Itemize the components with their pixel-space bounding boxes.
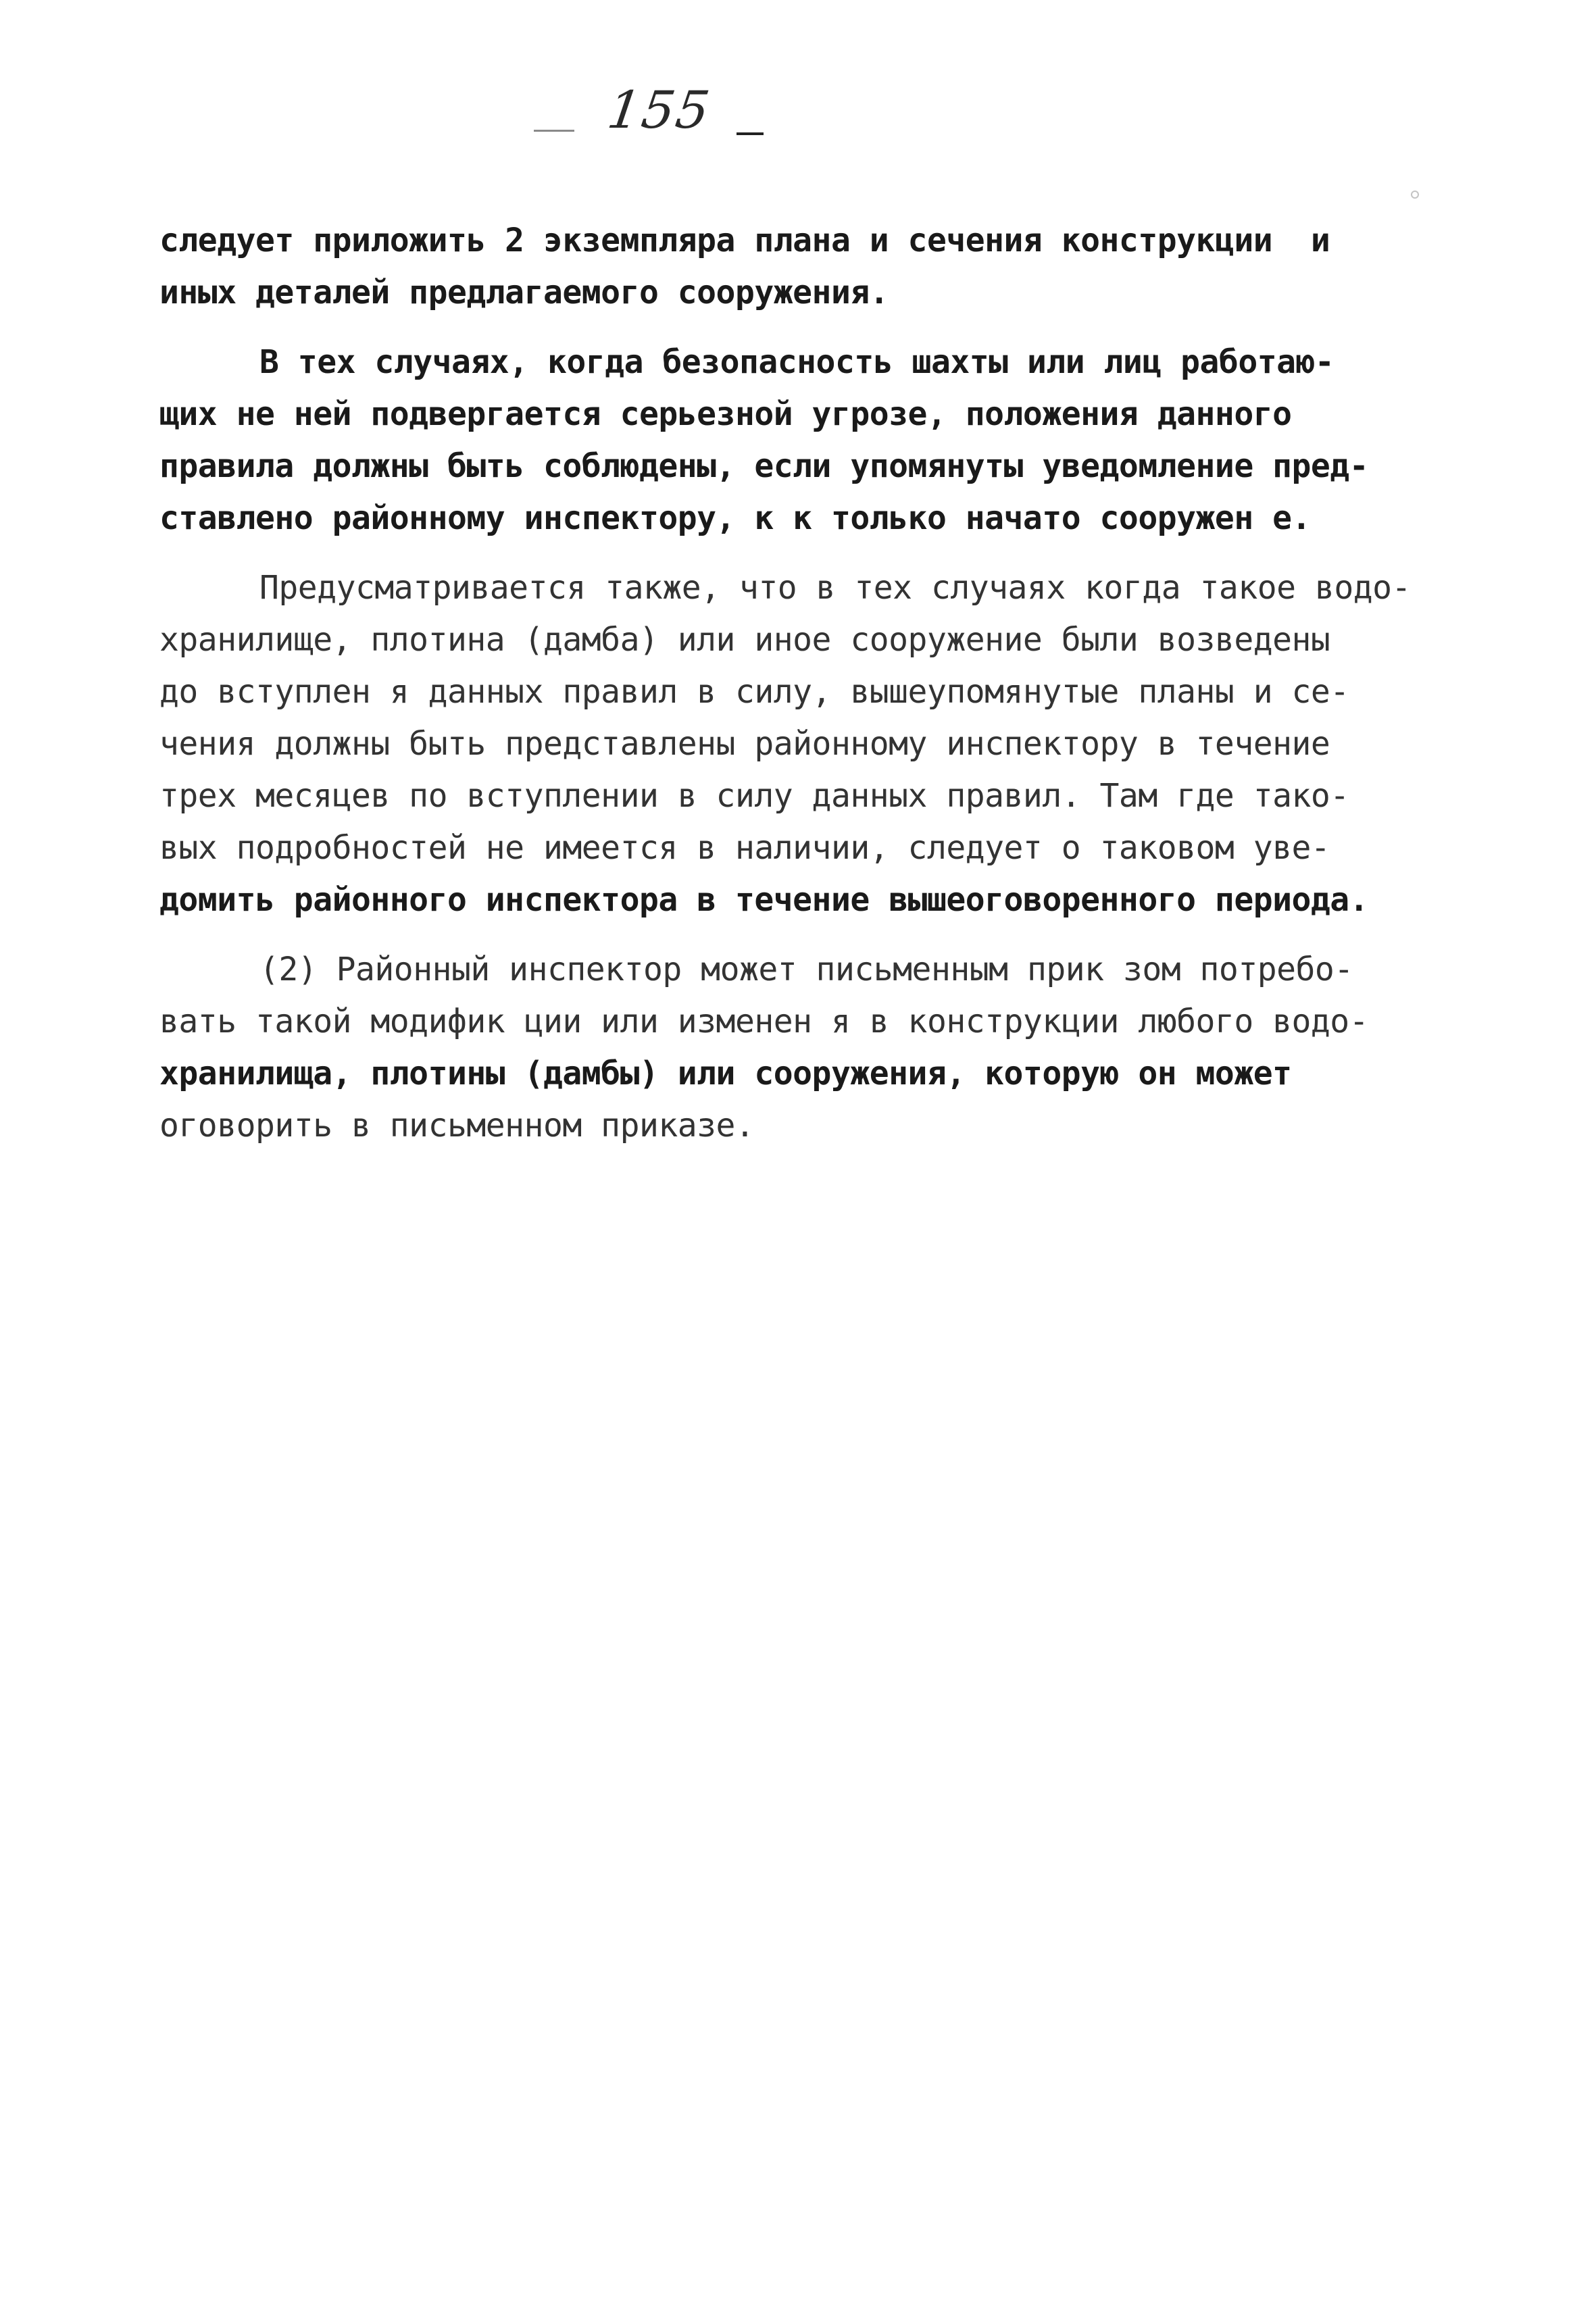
paragraph-line: ставлено районному инспектору, к к только начато сооружен е. <box>159 499 1311 537</box>
paragraph-line: хранилища, плотины (дамбы) или сооружения, которую он может <box>159 1055 1292 1092</box>
paragraph-line: иных деталей предлагаемого сооружения. <box>159 274 889 311</box>
page-number-right-dash <box>737 132 764 135</box>
paragraph-line: В тех случаях, когда безопасность шахты или лиц работаю- <box>259 343 1335 381</box>
page-number-left-dash <box>534 130 574 132</box>
paragraph-line: вых подробностей не имеется в наличии, следует о таковом уве- <box>159 829 1330 867</box>
paragraph-line: щих не ней подвергается серьезной угрозе, положения данного <box>159 395 1292 433</box>
paragraph-line: Предусматривается также, что в тех случаях когда такое водо- <box>259 569 1411 607</box>
paragraph-line: трех месяцев по вступлении в силу данных правил. Там где тако- <box>159 777 1349 815</box>
paragraph-line: до вступлен я данных правил в силу, вышеупомянутые планы и се- <box>159 673 1349 711</box>
page-number-header <box>534 80 777 154</box>
paragraph-line: правила должны быть соблюдены, если упомянуты уведомление пред- <box>159 447 1369 485</box>
paragraph-line: вать такой модифик ции или изменен я в конструкции любого водо- <box>159 1003 1369 1040</box>
paragraph-line: следует приложить 2 экземпляра плана и сечения конструкции и <box>159 222 1330 259</box>
page-number: 155 <box>603 80 715 140</box>
scan-speck <box>1411 191 1419 199</box>
paragraph-line: оговорить в письменном приказе. <box>159 1107 755 1145</box>
paragraph-3 <box>159 562 1484 926</box>
paragraph-line: хранилище, плотина (дамба) или иное сооружение были возведены <box>159 621 1330 659</box>
paragraph-line: домить районного инспектора в течение вышеоговоренного периода. <box>159 881 1369 919</box>
paragraph-line: (2) Районный инспектор может письменным прик зом потребо- <box>259 951 1353 988</box>
paragraph-2 <box>159 336 1484 545</box>
paragraph-line: чения должны быть представлены районному инспектору в течение <box>159 725 1330 763</box>
paragraph-4 <box>159 944 1484 1152</box>
paragraph-1 <box>159 215 1484 319</box>
document-body <box>159 215 1484 1152</box>
